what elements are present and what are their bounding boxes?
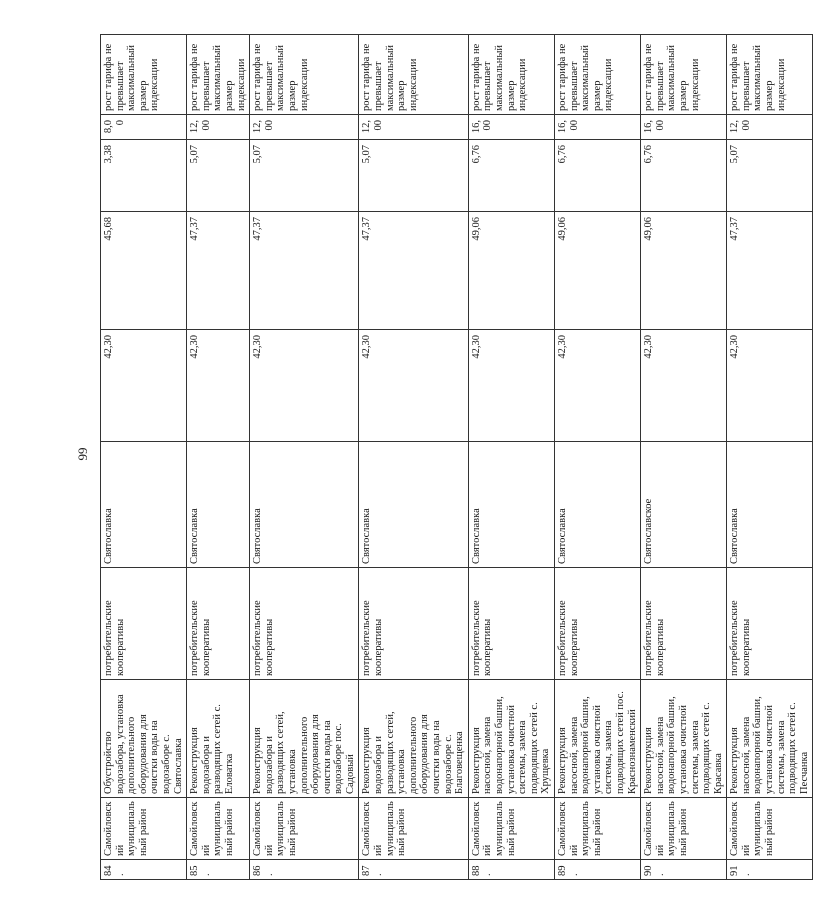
value3-cell: 6,76 [468, 140, 554, 212]
district-cell: Самойловский муниципальный район [727, 798, 813, 860]
value1-cell: 42,30 [359, 330, 468, 442]
value1-cell: 42,30 [250, 330, 359, 442]
locality-cell: Святославка [727, 442, 813, 568]
note-cell: рост тарифа не превышает максимальный размер индексации [554, 35, 640, 115]
district-cell: Самойловский муниципальный район [468, 798, 554, 860]
percent-cell: 16,00 [554, 115, 640, 140]
project-cell: Обустройство водозабора, установка дополнительного оборудования для очистки воды на водозаборе с. Святославка [101, 680, 187, 798]
value2-cell: 45,68 [101, 212, 187, 330]
value2-cell: 49,06 [554, 212, 640, 330]
note-cell: рост тарифа не превышает максимальный размер индексации [468, 35, 554, 115]
row-number-cell: 86. [250, 860, 359, 880]
locality-cell: Святославка [468, 442, 554, 568]
project-cell: Реконструкция водозабора и разводящих сетей, установка дополнительного оборудования для очистки воды на водозаборе пос. Садовый [250, 680, 359, 798]
percent-cell: 16,00 [468, 115, 554, 140]
organization-cell: потребительские кооперативы [250, 568, 359, 680]
note-cell: рост тарифа не превышает максимальный размер индексации [250, 35, 359, 115]
organization-cell: потребительские кооперативы [554, 568, 640, 680]
value3-cell: 5,07 [727, 140, 813, 212]
percent-cell: 12,00 [187, 115, 250, 140]
project-cell: Реконструкция насосной, замена водонапорной башни, установка очистной системы, замена подводящих сетей с. Хрущевка [468, 680, 554, 798]
organization-cell: потребительские кооперативы [101, 568, 187, 680]
table-row [554, 35, 640, 880]
row-number-cell: 88. [468, 860, 554, 880]
project-cell: Реконструкция водозабора и разводящих сетей с. Еловатка [187, 680, 250, 798]
percent-cell: 12,00 [727, 115, 813, 140]
organization-cell: потребительские кооперативы [359, 568, 468, 680]
district-cell: Самойловский муниципальный район [187, 798, 250, 860]
value1-cell: 42,30 [641, 330, 727, 442]
value1-cell: 42,30 [187, 330, 250, 442]
row-number-cell: 85. [187, 860, 250, 880]
percent-cell: 12,00 [250, 115, 359, 140]
value1-cell: 42,30 [468, 330, 554, 442]
row-number-cell: 84. [101, 860, 187, 880]
value3-cell: 5,07 [250, 140, 359, 212]
locality-cell: Святославка [187, 442, 250, 568]
organization-cell: потребительские кооперативы [641, 568, 727, 680]
row-number-cell: 89. [554, 860, 640, 880]
organization-cell: потребительские кооперативы [187, 568, 250, 680]
project-cell: Реконструкция насосной, замена водонапорной башни, установка очистной системы, замена подводящих сетей с. Песчанка [727, 680, 813, 798]
project-cell: Реконструкция водозабора и разводящих сетей, установка дополнительного оборудования для очистки воды на водозаборе с. Благовещенка [359, 680, 468, 798]
table-row [101, 35, 187, 880]
table-row [359, 35, 468, 880]
table-row [250, 35, 359, 880]
value2-cell: 47,37 [359, 212, 468, 330]
value1-cell: 42,30 [727, 330, 813, 442]
value1-cell: 42,30 [554, 330, 640, 442]
note-cell: рост тарифа не превышает максимальный размер индексации [101, 35, 187, 115]
percent-cell: 8,00 [101, 115, 187, 140]
note-cell: рост тарифа не превышает максимальный размер индексации [359, 35, 468, 115]
row-number-cell: 87. [359, 860, 468, 880]
tariff-table [100, 34, 813, 880]
value2-cell: 47,37 [250, 212, 359, 330]
locality-cell: Святославское [641, 442, 727, 568]
percent-cell: 16,00 [641, 115, 727, 140]
value3-cell: 5,07 [187, 140, 250, 212]
value2-cell: 49,06 [468, 212, 554, 330]
page-number: 99 [75, 447, 90, 461]
rotated-table-container [100, 35, 810, 880]
locality-cell: Святославка [101, 442, 187, 568]
note-cell: рост тарифа не превышает максимальный размер индексации [727, 35, 813, 115]
table-row [187, 35, 250, 880]
locality-cell: Святославка [554, 442, 640, 568]
value1-cell: 42,30 [101, 330, 187, 442]
value2-cell: 47,37 [727, 212, 813, 330]
locality-cell: Святославка [250, 442, 359, 568]
project-cell: Реконструкция насосной, замена водонапорной башни, установка очистной системы, замена подводящих сетей пос. Краснознаменский [554, 680, 640, 798]
district-cell: Самойловский муниципальный район [641, 798, 727, 860]
percent-cell: 12,00 [359, 115, 468, 140]
project-cell: Реконструкция насосной, замена водонапорной башни, установка очистной системы, замена подводящих сетей с. Красавка [641, 680, 727, 798]
row-number-cell: 91. [727, 860, 813, 880]
district-cell: Самойловский муниципальный район [250, 798, 359, 860]
note-cell: рост тарифа не превышает максимальный размер индексации [187, 35, 250, 115]
organization-cell: потребительские кооперативы [468, 568, 554, 680]
district-cell: Самойловский муниципальный район [101, 798, 187, 860]
value3-cell: 3,38 [101, 140, 187, 212]
district-cell: Самойловский муниципальный район [359, 798, 468, 860]
table-row [641, 35, 727, 880]
value2-cell: 47,37 [187, 212, 250, 330]
table-row [468, 35, 554, 880]
value3-cell: 6,76 [641, 140, 727, 212]
district-cell: Самойловский муниципальный район [554, 798, 640, 860]
value2-cell: 49,06 [641, 212, 727, 330]
value3-cell: 5,07 [359, 140, 468, 212]
table-row [727, 35, 813, 880]
locality-cell: Святославка [359, 442, 468, 568]
value3-cell: 6,76 [554, 140, 640, 212]
note-cell: рост тарифа не превышает максимальный размер индексации [641, 35, 727, 115]
row-number-cell: 90. [641, 860, 727, 880]
organization-cell: потребительские кооперативы [727, 568, 813, 680]
